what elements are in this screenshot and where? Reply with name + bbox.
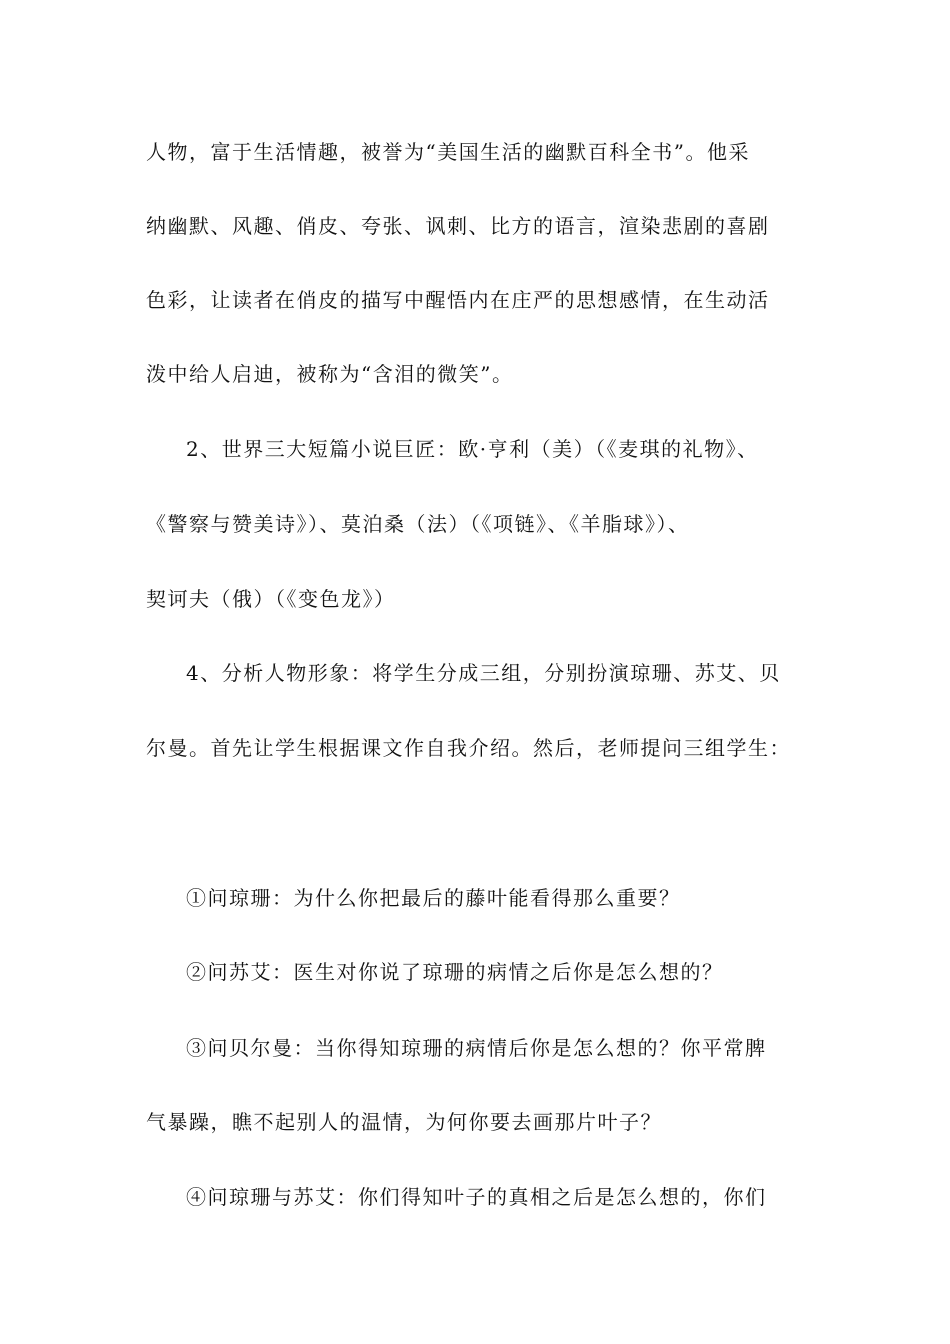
paragraph-line: 尔曼。首先让学生根据课文作自我介绍。然后，老师提问三组学生： (146, 736, 791, 760)
paragraph-line: 色彩，让读者在俏皮的描写中醒悟内在庄严的思想感情，在生动活 (146, 288, 770, 312)
paragraph-line: 泼中给人启迪，被称为“含泪的微笑”。 (146, 362, 514, 386)
paragraph-line: 《警察与赞美诗》）、莫泊桑（法）（《项链》、《羊脂球》）、 (146, 512, 690, 536)
paragraph-line: 纳幽默、风趣、俏皮、夸张、讽刺、比方的语言，渲染悲剧的喜剧 (146, 214, 770, 238)
paragraph-line: 人物，富于生活情趣，被誉为“美国生活的幽默百科全书”。他采 (146, 140, 750, 164)
paragraph-line: 2、世界三大短篇小说巨匠：欧·亨利（美）（《麦琪的礼物》、 (186, 437, 759, 461)
question-line: ④问琼珊与苏艾：你们得知叶子的真相之后是怎么想的，你们 (186, 1185, 767, 1209)
question-line: ②问苏艾：医生对你说了琼珊的病情之后你是怎么想的？ (186, 960, 724, 984)
question-line: 气暴躁，瞧不起别人的温情，为何你要去画那片叶子？ (146, 1110, 662, 1134)
question-line: ③问贝尔曼：当你得知琼珊的病情后你是怎么想的？你平常脾 (186, 1036, 767, 1060)
paragraph-line: 契诃夫（俄）（《变色龙》） (146, 587, 396, 611)
question-line: ①问琼珊：为什么你把最后的藤叶能看得那么重要？ (186, 886, 681, 910)
paragraph-line: 4、分析人物形象：将学生分成三组，分别扮演琼珊、苏艾、贝 (186, 661, 781, 685)
